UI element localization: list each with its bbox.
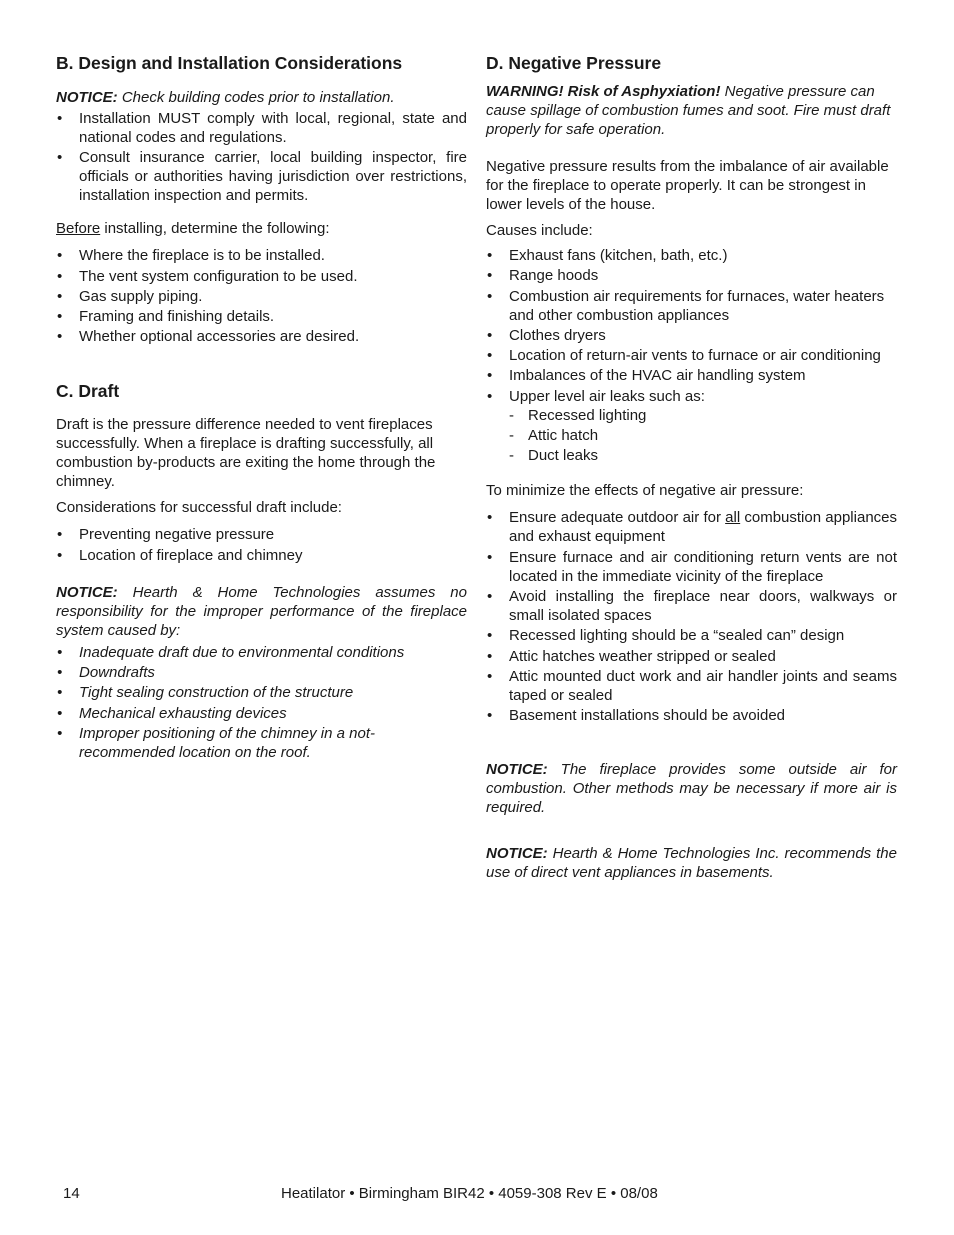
list-item-text: combustion appliances and exhaust equipment [509, 509, 897, 546]
list-item: • Avoid installing the fireplace near doors, walkways or small isolated spaces [486, 587, 897, 625]
right-column [486, 52, 897, 882]
list-item: • Imbalances of the HVAC air handling system [486, 366, 897, 385]
list-item-emphasis: all [725, 509, 741, 527]
notice-text: The fireplace provides some outside air for combustion. Other methods may be necessary if more air is required. [486, 761, 897, 817]
leaks-sublist [509, 406, 897, 466]
list-item: • Improper positioning of the chimney in a not-recommended location on the roof. [56, 724, 467, 762]
left-column [56, 52, 467, 763]
list-item: • Basement installations should be avoided [486, 706, 897, 725]
notice-label: NOTICE: [486, 845, 548, 863]
list-item: • Clothes dryers [486, 326, 897, 345]
notice-building-codes [56, 88, 467, 107]
before-rest: installing, determine the following: [100, 220, 330, 238]
list-item: • Recessed lighting should be a “sealed can” design [486, 626, 897, 645]
list-item: • Ensure furnace and air conditioning return vents are not located in the immediate vicinity of the fireplace [486, 548, 897, 586]
list-item: • Range hoods [486, 266, 897, 285]
sublist-item: - Recessed lighting [509, 406, 897, 425]
determine-list [56, 246, 467, 346]
section-d-heading: D. Negative Pressure [486, 53, 662, 73]
warning-asphyxiation [486, 82, 897, 139]
considerations-intro: Considerations for successful draft include: [56, 499, 342, 517]
list-item: • Gas supply piping. [56, 287, 467, 306]
section-c-heading: C. Draft [56, 381, 120, 402]
sublist-item: - Attic hatch [509, 426, 897, 445]
list-item: • Location of return-air vents to furnace or air conditioning [486, 346, 897, 365]
list-item: • Preventing negative pressure [56, 525, 467, 544]
notice-outside-air [486, 760, 897, 817]
minimize-intro: To minimize the effects of negative air pressure: [486, 482, 804, 500]
list-item: • Combustion air requirements for furnaces, water heaters and other combustion appliances [486, 287, 897, 325]
list-item: • Whether optional accessories are desired. [56, 327, 467, 346]
list-item: • The vent system configuration to be used. [56, 267, 467, 286]
minimize-list [486, 508, 897, 725]
notice-text: Hearth & Home Technologies assumes no responsibility for the improper performance of the fireplace system caused by: [56, 583, 467, 639]
causes-intro: Causes include: [486, 222, 593, 239]
negative-pressure-paragraph: Negative pressure results from the imbalance of air available for the fireplace to operate properly. It can be strongest in lower levels of the house. [486, 158, 889, 213]
list-item: • Installation MUST comply with local, regional, state and national codes and regulations. [56, 109, 467, 147]
notice-text: Check building codes prior to installation. [117, 89, 395, 106]
list-item: • Tight sealing construction of the structure [56, 683, 467, 702]
list-item [486, 508, 897, 546]
causes-list [486, 246, 897, 465]
list-item-text: Ensure adequate outdoor air for [509, 509, 726, 527]
list-item: • Mechanical exhausting devices [56, 704, 467, 723]
list-item: • Framing and finishing details. [56, 307, 467, 326]
codes-list [56, 109, 467, 205]
notice-label: NOTICE: [486, 761, 548, 779]
list-item-text: Upper level air leaks such as: [509, 387, 705, 405]
warning-text: Negative pressure can cause spillage of combustion fumes and soot. Fire must draft properly for safe operation. [486, 83, 891, 138]
section-b-heading: B. Design and Installation Considerations [56, 53, 403, 73]
list-item: • Consult insurance carrier, local building inspector, fire officials or authorities having jurisdiction over restrictions, installation inspection and permits. [56, 148, 467, 205]
list-item: • Attic mounted duct work and air handler joints and seams taped or sealed [486, 667, 897, 705]
footer-doc-info: Heatilator • Birmingham BIR42 • 4059-308 Rev E • 08/08 [281, 1185, 658, 1202]
draft-paragraph: Draft is the pressure difference needed to vent fireplaces successfully. When a fireplace is drafting successfully, all combustion by-products are exiting the home through the chimney. [56, 416, 436, 491]
warning-label: WARNING! Risk of Asphyxiation! [486, 83, 721, 100]
notice-label: NOTICE: [56, 583, 118, 601]
responsibility-list [56, 643, 467, 762]
list-item: • Exhaust fans (kitchen, bath, etc.) [486, 246, 897, 265]
before-installing-intro [56, 219, 467, 238]
considerations-list [56, 525, 467, 564]
notice-responsibility [56, 583, 467, 640]
page-number: 14 [63, 1185, 80, 1202]
notice-label: NOTICE: [56, 89, 118, 106]
list-item: • Attic hatches weather stripped or sealed [486, 647, 897, 666]
list-item: • Inadequate draft due to environmental conditions [56, 643, 467, 662]
notice-text: Hearth & Home Technologies Inc. recommends the use of direct vent appliances in basements. [486, 845, 897, 882]
list-item: • Location of fireplace and chimney [56, 546, 467, 565]
sublist-item: - Duct leaks [509, 446, 897, 465]
list-item: • Where the fireplace is to be installed. [56, 246, 467, 265]
before-word: Before [56, 220, 101, 238]
notice-direct-vent [486, 844, 897, 882]
list-item [486, 387, 897, 466]
list-item: • Downdrafts [56, 663, 467, 682]
